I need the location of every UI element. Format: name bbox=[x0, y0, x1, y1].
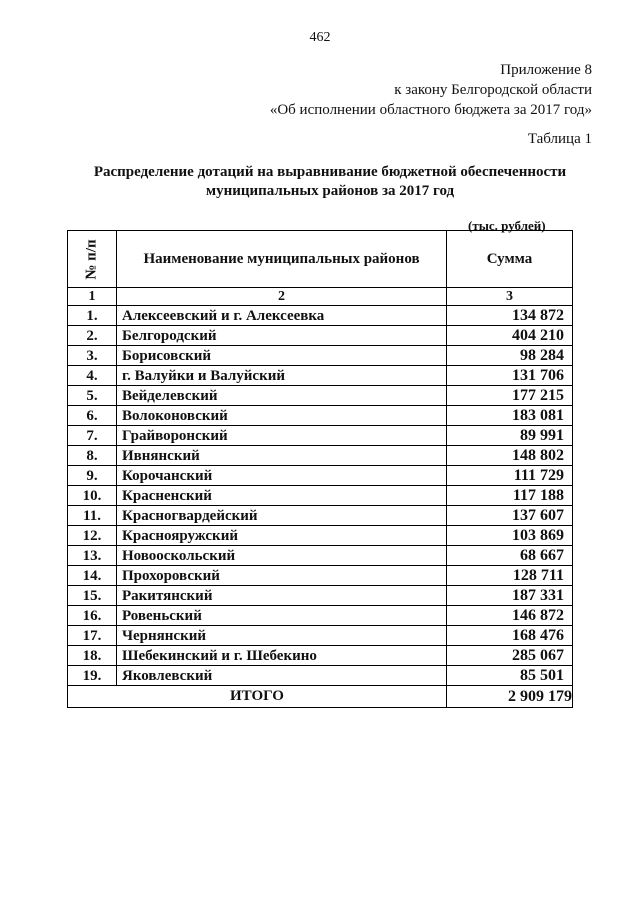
page-number: 462 bbox=[309, 30, 331, 45]
table-label: Таблица 1 bbox=[527, 131, 592, 147]
row-number: 7. bbox=[68, 426, 117, 446]
district-name: Ивнянский bbox=[117, 446, 447, 466]
total-label: ИТОГО bbox=[68, 686, 447, 708]
column-index: 3 bbox=[447, 288, 573, 306]
row-number: 14. bbox=[68, 566, 117, 586]
district-name: Ровеньский bbox=[117, 606, 447, 626]
table-row bbox=[68, 486, 573, 506]
row-number: 1. bbox=[68, 306, 117, 326]
district-name: г. Валуйки и Валуйский bbox=[117, 366, 447, 386]
district-name: Белгородский bbox=[117, 326, 447, 346]
table-row bbox=[68, 346, 573, 366]
table-row bbox=[68, 526, 573, 546]
amount: 134 872 bbox=[447, 306, 573, 326]
row-number: 17. bbox=[68, 626, 117, 646]
row-number: 12. bbox=[68, 526, 117, 546]
amount: 168 476 bbox=[447, 626, 573, 646]
table-row bbox=[68, 586, 573, 606]
row-number: 13. bbox=[68, 546, 117, 566]
district-name: Чернянский bbox=[117, 626, 447, 646]
amount: 89 991 bbox=[447, 426, 573, 446]
appendix-line: к закону Белгородской области bbox=[394, 82, 592, 98]
row-number: 6. bbox=[68, 406, 117, 426]
table-row bbox=[68, 646, 573, 666]
district-name: Алексеевский и г. Алексеевка bbox=[117, 306, 447, 326]
row-number: 18. bbox=[68, 646, 117, 666]
table-row bbox=[68, 626, 573, 646]
amount: 285 067 bbox=[447, 646, 573, 666]
amount: 98 284 bbox=[447, 346, 573, 366]
table-row bbox=[68, 446, 573, 466]
amount: 131 706 bbox=[447, 366, 573, 386]
amount: 85 501 bbox=[447, 666, 573, 686]
district-name: Прохоровский bbox=[117, 566, 447, 586]
district-name: Корочанский bbox=[117, 466, 447, 486]
row-number: 9. bbox=[68, 466, 117, 486]
appendix-heading bbox=[270, 60, 592, 120]
district-name: Вейделевский bbox=[117, 386, 447, 406]
header-num bbox=[68, 231, 117, 288]
amount: 103 869 bbox=[447, 526, 573, 546]
district-name: Новооскольский bbox=[117, 546, 447, 566]
row-number: 4. bbox=[68, 366, 117, 386]
table-row bbox=[68, 506, 573, 526]
district-name: Красногвардейский bbox=[117, 506, 447, 526]
table-row bbox=[68, 366, 573, 386]
table-row bbox=[68, 666, 573, 686]
amount: 137 607 bbox=[447, 506, 573, 526]
table-row bbox=[68, 606, 573, 626]
amount: 146 872 bbox=[447, 606, 573, 626]
header-name: Наименование муниципальных районов bbox=[117, 231, 447, 288]
table-row bbox=[68, 466, 573, 486]
amount: 117 188 bbox=[447, 486, 573, 506]
table-row bbox=[68, 386, 573, 406]
row-number: 8. bbox=[68, 446, 117, 466]
amount: 111 729 bbox=[447, 466, 573, 486]
row-number: 2. bbox=[68, 326, 117, 346]
district-name: Шебекинский и г. Шебекино bbox=[117, 646, 447, 666]
total-row bbox=[68, 686, 573, 708]
district-name: Яковлевский bbox=[117, 666, 447, 686]
column-index-row bbox=[68, 288, 573, 306]
table-row bbox=[68, 306, 573, 326]
row-number: 11. bbox=[68, 506, 117, 526]
amount: 404 210 bbox=[447, 326, 573, 346]
row-number: 15. bbox=[68, 586, 117, 606]
subsidy-table bbox=[67, 230, 573, 708]
district-name: Волоконовский bbox=[117, 406, 447, 426]
row-number: 3. bbox=[68, 346, 117, 366]
appendix-line: Приложение 8 bbox=[500, 62, 592, 78]
header-num-label: № п/п bbox=[83, 238, 100, 280]
amount: 68 667 bbox=[447, 546, 573, 566]
district-name: Грайворонский bbox=[117, 426, 447, 446]
amount: 148 802 bbox=[447, 446, 573, 466]
table-row bbox=[68, 326, 573, 346]
table-row bbox=[68, 566, 573, 586]
amount: 128 711 bbox=[447, 566, 573, 586]
table-row bbox=[68, 546, 573, 566]
district-name: Красненский bbox=[117, 486, 447, 506]
district-name: Краснояружский bbox=[117, 526, 447, 546]
amount: 177 215 bbox=[447, 386, 573, 406]
row-number: 19. bbox=[68, 666, 117, 686]
district-name: Борисовский bbox=[117, 346, 447, 366]
district-name: Ракитянский bbox=[117, 586, 447, 606]
header-row bbox=[68, 231, 573, 288]
units-note: (тыс. рублей) bbox=[468, 218, 546, 233]
header-sum: Сумма bbox=[447, 231, 573, 288]
document-title bbox=[60, 163, 600, 201]
amount: 183 081 bbox=[447, 406, 573, 426]
row-number: 16. bbox=[68, 606, 117, 626]
row-number: 5. bbox=[68, 386, 117, 406]
column-index: 1 bbox=[68, 288, 117, 306]
appendix-line: «Об исполнении областного бюджета за 2017 год» bbox=[269, 102, 592, 118]
title-line: Распределение дотаций на выравнивание бюджетной обеспеченности bbox=[93, 164, 567, 180]
column-index: 2 bbox=[117, 288, 447, 306]
table-row bbox=[68, 406, 573, 426]
total-amount: 2 909 179 bbox=[447, 686, 573, 708]
table-row bbox=[68, 426, 573, 446]
row-number: 10. bbox=[68, 486, 117, 506]
amount: 187 331 bbox=[447, 586, 573, 606]
title-line: муниципальных районов за 2017 год bbox=[205, 183, 455, 199]
